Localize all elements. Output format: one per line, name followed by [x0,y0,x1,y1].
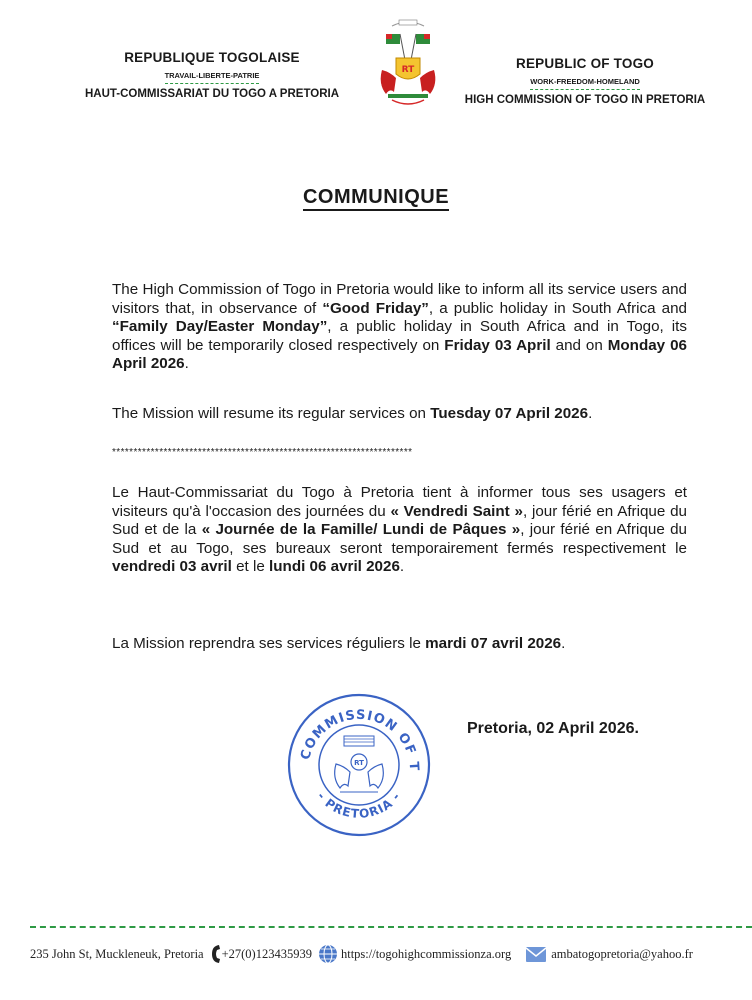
bold-run: vendredi 03 avril [112,558,232,575]
text-run: . [588,405,593,422]
bold-run: mardi 07 avril 2026 [425,635,562,652]
emblem-label: RT [401,65,415,75]
header-left-motto: TRAVAIL-LIBERTE-PATRIE [165,71,260,84]
header-left [62,50,362,100]
stamp-top-text: COMMISSION OF T [298,707,422,773]
footer-email-address: ambatogopretoria@yahoo.fr [551,946,693,961]
header-right [445,56,725,106]
separator-stars: ********************************************************************** [112,447,413,458]
bold-run: Friday 03 April [444,336,551,354]
footer [30,944,752,964]
togo-coat-of-arms-icon [372,12,444,108]
stamp-label: RT [354,759,364,767]
page-title [0,186,752,209]
footer-website-url: https://togohighcommissionza.org [340,946,512,961]
text-run: , jour férié en Afrique du Sud et de la [112,502,687,538]
bold-run: « Journée de la Famille/ Lundi de Pâques » [201,521,521,538]
footer-phone-number: +27(0)123435939 [221,946,312,961]
header-right-motto: WORK-FREEDOM-HOMELAND [530,77,640,90]
english-paragraph-closure [112,281,687,374]
header-left-title: REPUBLIQUE TOGOLAISE [124,50,300,65]
bold-run: lundi 06 avril 2026 [269,558,400,575]
footer-phone[interactable] [210,944,312,964]
text-run: , a public holiday in South Africa and [428,299,687,317]
page-title-text: COMMUNIQUE [303,186,449,211]
header-right-subtitle: HIGH COMMISSION OF TOGO IN PRETORIA [464,94,706,106]
date-line: Pretoria, 02 April 2026. [467,720,639,737]
text-run: , a public holiday in South Africa and in Togo, its offices will be temporarily closed respectively on [112,318,687,354]
text-run: The Mission will resume its regular services on [112,405,431,422]
header-left-subtitle: HAUT-COMMISSARIAT DU TOGO A PRETORIA [84,88,340,100]
footer-address: 235 John St, Muckleneuk, Pretoria [30,946,204,961]
text-run: The High Commission of Togo in Pretoria would like to inform all its service users and visitors that, in observance of [112,281,687,317]
bold-run: Monday 06 April 2026 [112,336,687,372]
footer-divider [30,926,752,928]
text-run: Le Haut-Commissariat du Togo à Pretoria tient à informer tous ses usagers et visiteurs qu'à l'occasion des journées du [112,484,687,520]
text-run: et le [231,558,270,575]
english-paragraph-resume [112,405,687,424]
text-run: La Mission reprendra ses services réguliers le [112,635,426,652]
header-right-title: REPUBLIC OF TOGO [516,56,654,71]
footer-website[interactable] [318,944,511,964]
bold-run: “Good Friday” [322,299,429,317]
text-run: , jour férié en Afrique du Sud et au Togo, ses bureaux seront temporairement fermés respectivement le [112,521,687,557]
french-paragraph-closure [112,484,687,577]
french-paragraph-resume [112,635,687,654]
text-run: and on [550,336,608,354]
mail-icon [525,944,547,964]
text-run: . [399,558,405,575]
globe-icon [318,944,338,964]
phone-icon [210,944,222,964]
text-run: . [184,355,189,372]
text-run: . [561,635,566,652]
bold-run: “Family Day/Easter Monday” [112,318,328,335]
stamp-bottom-text: - PRETORIA - [314,789,404,822]
bold-run: « Vendredi Saint » [390,502,523,520]
bold-run: Tuesday 07 April 2026 [430,405,589,422]
official-stamp [286,692,432,838]
footer-email[interactable] [525,944,693,964]
